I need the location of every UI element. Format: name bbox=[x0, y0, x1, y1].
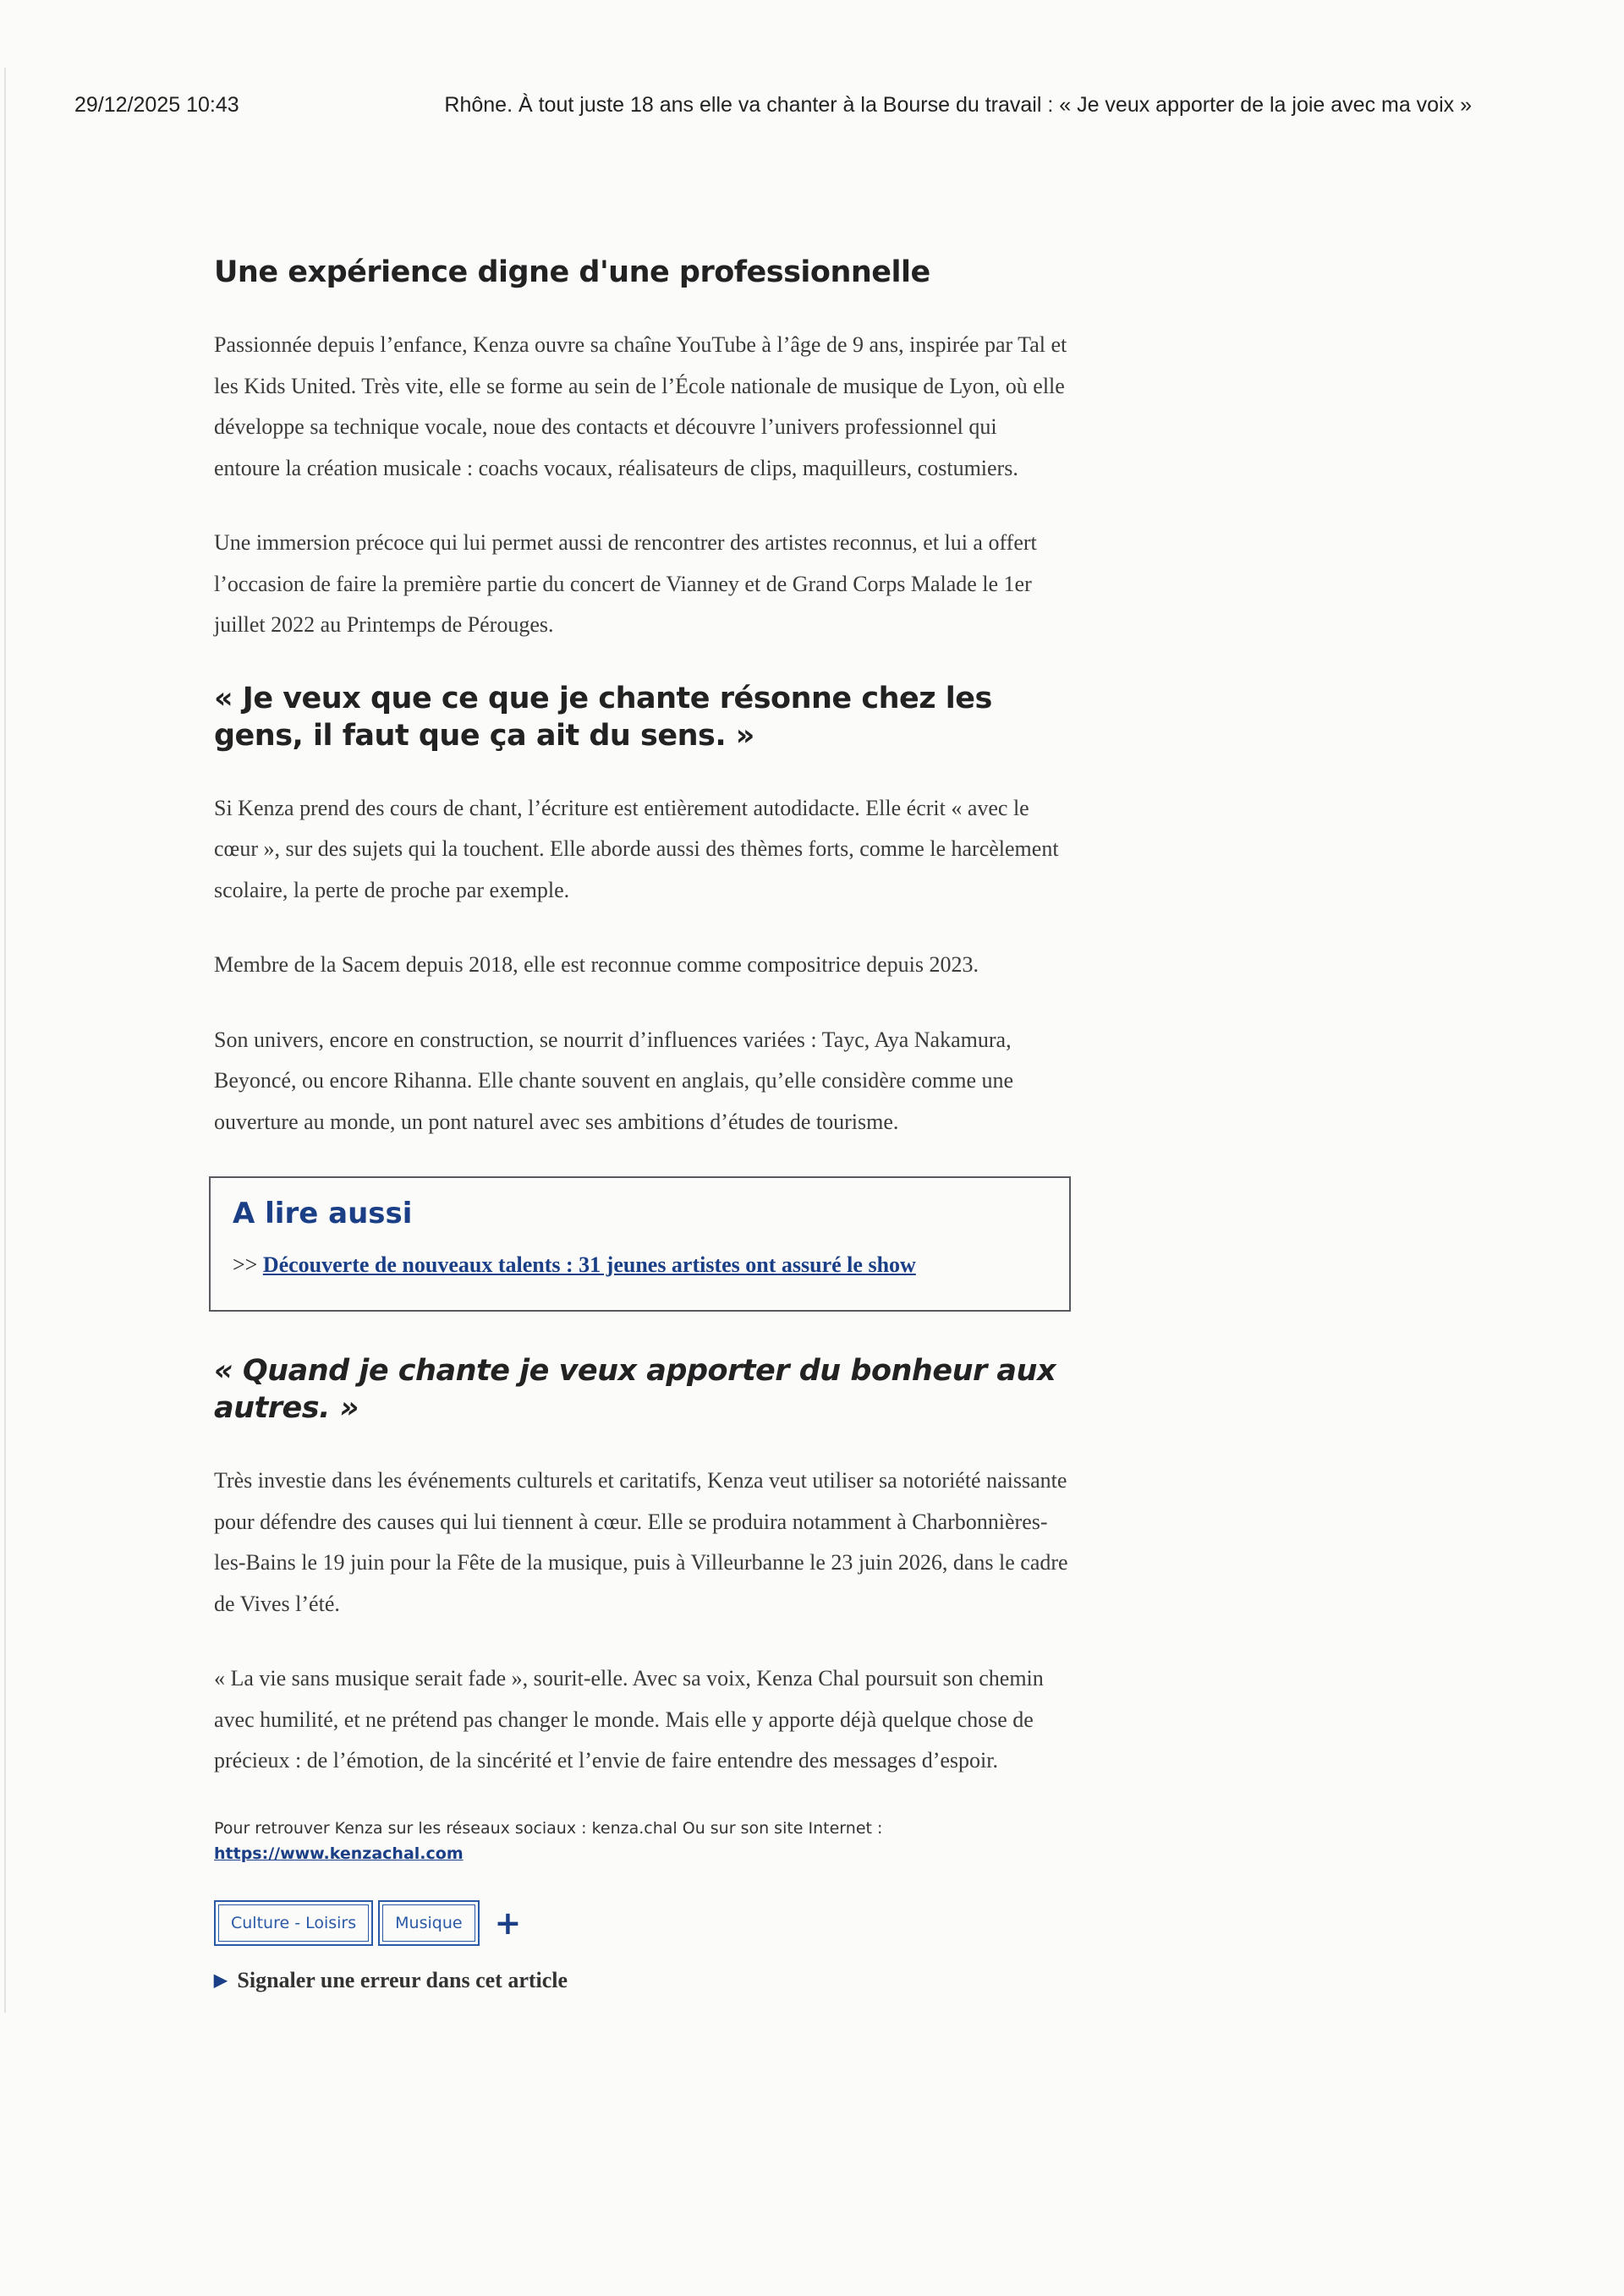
triangle-right-icon: ▶ bbox=[214, 1971, 228, 1990]
read-also-line bbox=[233, 1252, 1045, 1278]
social-info bbox=[214, 1816, 1068, 1866]
quote-heading-bonheur: « Quand je chante je veux apporter du bonheur aux autres. » bbox=[214, 1354, 1056, 1425]
paragraph: Son univers, encore en construction, se nourrit d’influences variées : Tayc, Aya Nakamura, Beyoncé, ou encore Rihanna. Elle chante souvent en anglais, qu’elle considère comme une ouverture au monde, un pont naturel avec ses ambitions d’études de tourisme. bbox=[214, 1027, 1014, 1134]
read-also-prefix: >> bbox=[233, 1252, 258, 1277]
paragraph: Si Kenza prend des cours de chant, l’écriture est entièrement autodidacte. Elle écrit « avec le cœur », sur des sujets qui la touchent. Elle aborde aussi des thèmes forts, comme le harcèlement scolaire, la perte de proche par exemple. bbox=[214, 795, 1059, 902]
tag-list bbox=[214, 1900, 1068, 1946]
paragraph: Passionnée depuis l’enfance, Kenza ouvre sa chaîne YouTube à l’âge de 9 ans, inspirée par Tal et les Kids United. Très vite, elle se forme au sein de l’École nationale de musique de Lyon, où elle développe sa technique vocale, noue des contacts et découvre l’univers professionnel qui entoure la création musicale : coachs vocaux, réalisateurs de clips, maquilleurs, costumiers. bbox=[214, 332, 1067, 480]
website-link[interactable]: https://www.kenzachal.com bbox=[214, 1844, 464, 1863]
article-body bbox=[214, 254, 1068, 1993]
print-page-title: Rhône. À tout juste 18 ans elle va chanter à la Bourse du travail : « Je veux apporter de la joie avec ma voix » bbox=[444, 93, 1472, 117]
paragraph: Une immersion précoce qui lui permet aussi de rencontrer des artistes reconnus, et lui a offert l’occasion de faire la première partie du concert de Vianney et de Grand Corps Malade le 1er juillet 2022 au Printemps de Pérouges. bbox=[214, 530, 1037, 637]
paragraph: Très investie dans les événements culturels et caritatifs, Kenza veut utiliser sa notoriété naissante pour défendre des causes qui lui tiennent à cœur. Elle se produira notamment à Charbonnières-les-Bains le 19 juin pour la Fête de la musique, puis à Villeurbanne le 23 juin 2026, dans le cadre de Vives l’été. bbox=[214, 1468, 1068, 1616]
section-heading-professional: Une expérience digne d'une professionnelle bbox=[214, 255, 930, 289]
report-error-link[interactable] bbox=[214, 1968, 1068, 1993]
tag-musique[interactable]: Musique bbox=[378, 1900, 479, 1946]
plus-icon[interactable]: + bbox=[494, 1904, 522, 1942]
read-also-link[interactable]: Découverte de nouveaux talents : 31 jeunes artistes ont assuré le show bbox=[262, 1252, 916, 1277]
page-margin-line bbox=[4, 68, 6, 2013]
paragraph: « La vie sans musique serait fade », sourit-elle. Avec sa voix, Kenza Chal poursuit son chemin avec humilité, et ne prétend pas changer le monde. Mais elle y apporte déjà quelque chose de précieux : de l’émotion, de la sincérité et l’envie de faire entendre des messages d’espoir. bbox=[214, 1666, 1044, 1773]
tag-culture-loisirs[interactable]: Culture - Loisirs bbox=[214, 1900, 373, 1946]
report-error-label: Signaler une erreur dans cet article bbox=[237, 1967, 568, 1992]
paragraph: Membre de la Sacem depuis 2018, elle est reconnue comme compositrice depuis 2023. bbox=[214, 952, 979, 977]
social-text: Pour retrouver Kenza sur les réseaux sociaux : kenza.chal Ou sur son site Internet : bbox=[214, 1818, 883, 1838]
read-also-box bbox=[209, 1176, 1071, 1312]
print-datetime: 29/12/2025 10:43 bbox=[74, 93, 239, 117]
quote-heading-sens: « Je veux que ce que je chante résonne chez les gens, il faut que ça ait du sens. » bbox=[214, 681, 992, 753]
read-also-title: A lire aussi bbox=[233, 1197, 413, 1230]
